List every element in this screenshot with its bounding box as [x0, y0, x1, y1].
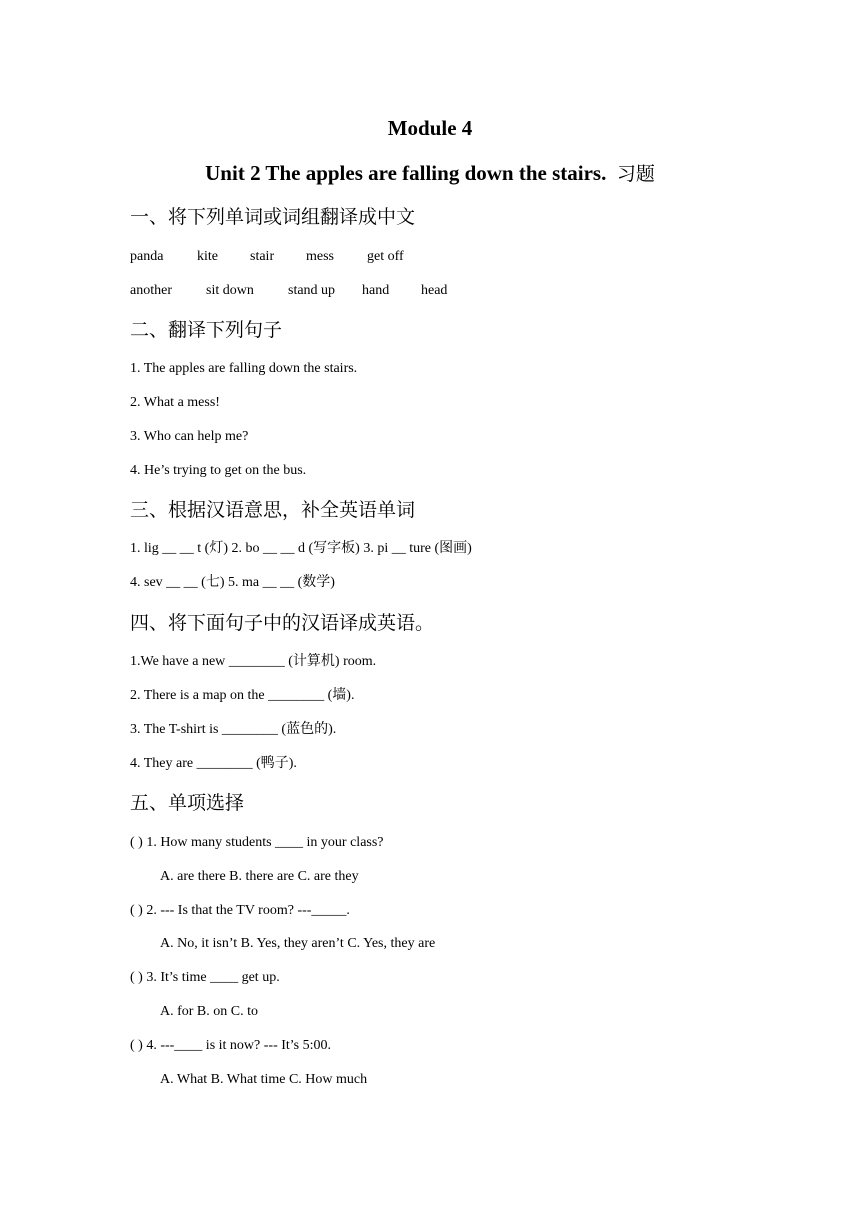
- vocab-word: hand: [362, 283, 390, 298]
- sentence-line: 1. The apples are falling down the stairs.: [130, 361, 358, 376]
- vocab-word: sit down: [206, 283, 254, 298]
- subtitle-text: Unit 2 The apples are falling down the stairs.: [205, 161, 607, 185]
- choice-question: ( ) 4. ---____ is it now? --- It’s 5:00.: [130, 1038, 332, 1053]
- section-5-heading: 五、单项选择: [130, 792, 245, 814]
- section-1-heading: 一、将下列单词或词组翻译成中文: [130, 206, 416, 228]
- subtitle-tag: 习题: [616, 163, 655, 185]
- section-3-heading: 三、根据汉语意思，补全英语单词: [130, 499, 416, 521]
- fill-blank-line: 3. The T-shirt is ________ (蓝色的).: [130, 722, 337, 737]
- vocab-word: mess: [306, 249, 334, 264]
- choice-options: A. No, it isn’t B. Yes, they aren’t C. Yes, they are: [160, 936, 436, 951]
- vocab-word: stand up: [288, 283, 336, 298]
- choice-question: ( ) 1. How many students ____ in your class?: [130, 835, 384, 850]
- vocab-word: head: [421, 283, 448, 298]
- choice-options: A. for B. on C. to: [160, 1004, 258, 1019]
- vocab-word: kite: [197, 249, 218, 264]
- choice-options: A. are there B. there are C. are they: [160, 869, 359, 884]
- choice-options: A. What B. What time C. How much: [160, 1072, 368, 1087]
- choice-question: ( ) 3. It’s time ____ get up.: [130, 970, 280, 985]
- vocab-word: panda: [130, 249, 164, 264]
- word-completion-line: 1. lig __ __ t (灯) 2. bo __ __ d (写字板) 3. pi __ ture (图画): [130, 541, 472, 556]
- section-4-heading: 四、将下面句子中的汉语译成英语。: [130, 612, 435, 634]
- section-2-heading: 二、翻译下列句子: [130, 319, 283, 341]
- vocab-word: another: [130, 283, 172, 298]
- document-subtitle: [0, 159, 860, 188]
- vocab-word: get off: [367, 249, 404, 264]
- fill-blank-line: 1.We have a new ________ (计算机) room.: [130, 654, 377, 669]
- sentence-line: 3. Who can help me?: [130, 429, 249, 444]
- vocab-word: stair: [250, 249, 275, 264]
- sentence-line: 2. What a mess!: [130, 395, 220, 410]
- document-title: Module 4: [387, 116, 473, 140]
- choice-question: ( ) 2. --- Is that the TV room? ---_____.: [130, 903, 350, 918]
- fill-blank-line: 4. They are ________ (鸭子).: [130, 756, 297, 771]
- sentence-line: 4. He’s trying to get on the bus.: [130, 463, 307, 478]
- fill-blank-line: 2. There is a map on the ________ (墙).: [130, 688, 355, 703]
- word-completion-line: 4. sev __ __ (七) 5. ma __ __ (数学): [130, 575, 335, 590]
